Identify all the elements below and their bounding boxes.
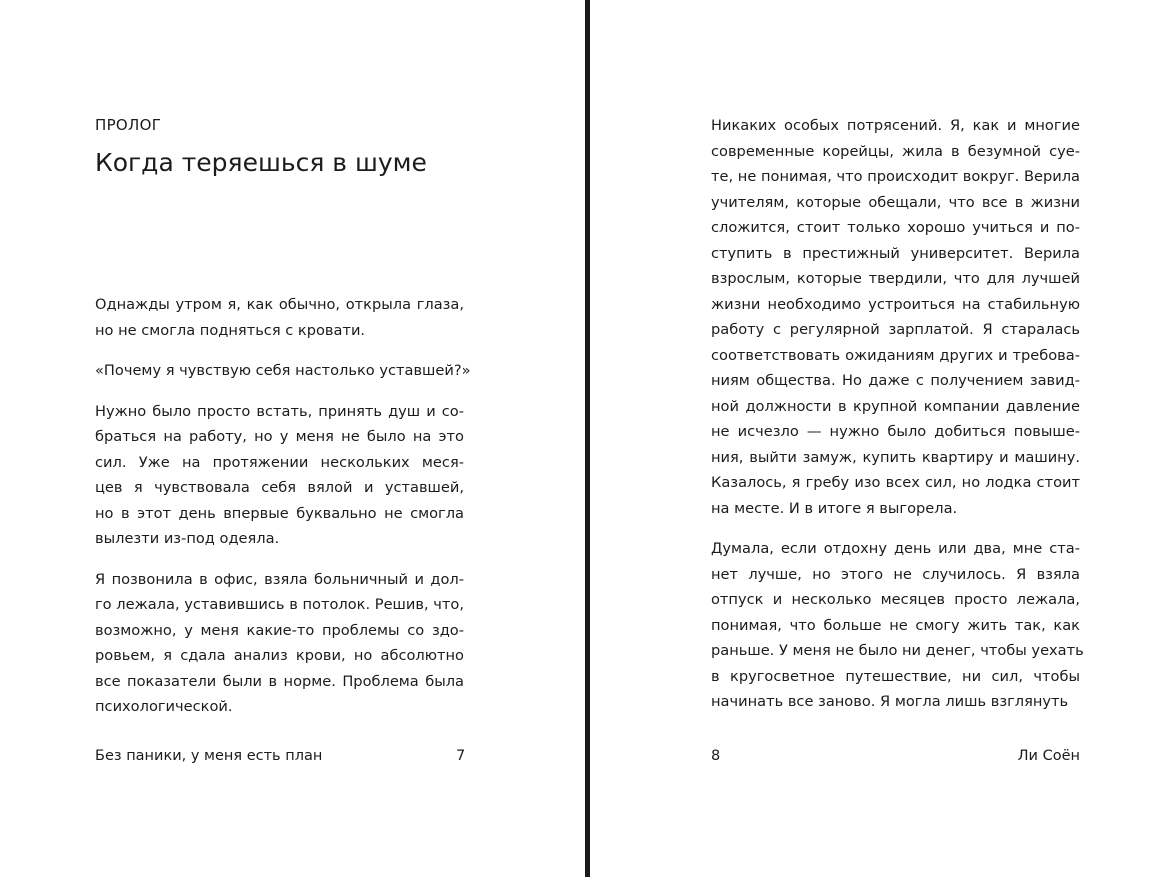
text-line: работу с регулярной зарплатой. Я старалась	[711, 321, 1080, 338]
text-line: сложится, стоит только хорошо учиться и по-	[711, 219, 1080, 236]
right-page	[590, 0, 1175, 877]
left-body-text	[95, 292, 471, 735]
text-line: те, не понимая, что происходит вокруг. Верила	[711, 168, 1080, 185]
text-line: в кругосветное путешествие, ни сил, чтобы	[711, 667, 1080, 685]
text-line: Я позвонила в офис, взяла больничный и дол-	[95, 570, 464, 588]
footer-book-title: Без паники, у меня есть план	[95, 748, 323, 764]
paragraph	[711, 113, 1080, 521]
text-line: Однажды утром я, как обычно, открыла глаза,	[95, 296, 464, 313]
text-line: ной должности в крупной компании давление	[711, 397, 1080, 415]
text-line: ступить в престижный университет. Верила	[711, 244, 1080, 262]
text-line: го лежала, уставившись в потолок. Решив, что,	[95, 596, 464, 613]
paragraph	[95, 292, 464, 343]
text-line: Нужно было просто встать, принять душ и со-	[95, 402, 464, 420]
right-body-text	[711, 113, 1084, 730]
text-line: современные корейцы, жила в безумной суе-	[711, 142, 1080, 160]
text-line: цев я чувствовала себя вялой и уставшей,	[95, 479, 464, 496]
text-line: Никаких особых потрясений. Я, как и многие	[711, 117, 1080, 134]
left-page-number: 7	[456, 748, 466, 764]
text-line: нет лучше, но этого не случилось. Я взяла	[711, 565, 1080, 583]
paragraph	[711, 536, 1084, 715]
text-line: но не смогла подняться с кровати.	[95, 321, 366, 339]
text-line: браться на работу, но у меня не было на это	[95, 428, 464, 445]
section-label: ПРОЛОГ	[95, 116, 162, 134]
paragraph	[95, 567, 464, 720]
text-line: психологической.	[95, 698, 233, 715]
text-line: Казалось, я гребу изо всех сил, но лодка стоит	[711, 474, 1080, 491]
text-line: на месте. И в итоге я выгорела.	[711, 499, 958, 517]
footer-author: Ли Соён	[1017, 748, 1080, 764]
text-line: взрослым, которые твердили, что для лучшей	[711, 270, 1080, 287]
text-line: ниям общества. Но даже с получением завид-	[711, 372, 1080, 389]
text-line: «Почему я чувствую себя настолько уставшей?»	[95, 362, 471, 379]
chapter-title: Когда теряешься в шуме	[95, 148, 427, 177]
text-line: возможно, у меня какие-то проблемы со здо-	[95, 621, 464, 639]
paragraph	[95, 399, 464, 552]
text-line: отпуск и несколько месяцев просто лежала,	[711, 591, 1080, 608]
text-line: учителям, которые обещали, что все в жизни	[711, 193, 1080, 211]
text-line: раньше. У меня не было ни денег, чтобы уехать	[711, 642, 1084, 659]
text-line: все показатели были в норме. Проблема была	[95, 672, 464, 690]
text-line: вылезти из-под одеяла.	[95, 530, 280, 547]
right-page-number: 8	[711, 748, 721, 764]
left-page	[0, 0, 585, 877]
text-line: понимая, что больше не смогу жить так, как	[711, 616, 1080, 634]
text-line: жизни необходимо устроиться на стабильную	[711, 295, 1080, 313]
text-line: соответствовать ожиданиям других и требова-	[711, 346, 1080, 364]
text-line: начинать все заново. Я могла лишь взглянуть	[711, 693, 1069, 710]
text-line: сил. Уже на протяжении нескольких меся-	[95, 453, 464, 471]
paragraph	[95, 358, 471, 384]
text-line: ровьем, я сдала анализ крови, но абсолютно	[95, 647, 464, 664]
text-line: не исчезло — нужно было добиться повыше-	[711, 423, 1080, 440]
text-line: Думала, если отдохну день или два, мне ста-	[711, 540, 1080, 557]
text-line: ния, выйти замуж, купить квартиру и машину.	[711, 448, 1080, 466]
text-line: но в этот день впервые буквально не смогла	[95, 504, 464, 522]
